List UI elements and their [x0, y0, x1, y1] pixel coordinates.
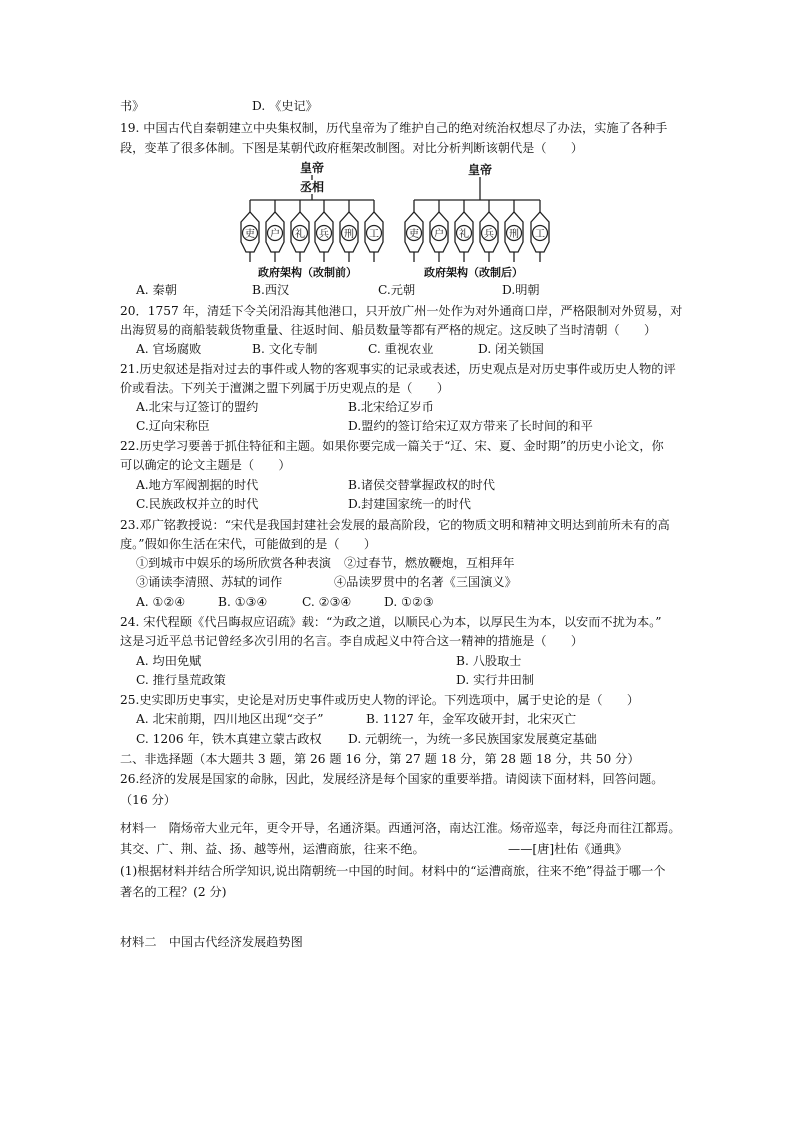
- q22-option-d[interactable]: D.封建国家统一的时代: [348, 497, 471, 511]
- right-ministry-box-3: [455, 212, 473, 262]
- q26-text-line2: （16 分）: [120, 793, 176, 807]
- q23-item-3: ③诵读李清照、苏轼的词作: [136, 575, 283, 589]
- q23-option-b[interactable]: B. ①③④: [218, 595, 268, 609]
- left-ministry-box-5: [340, 212, 358, 262]
- q23-option-c[interactable]: C. ②③④: [302, 595, 352, 609]
- left-ministry-box-6: [365, 212, 383, 262]
- right-ministry-box-1: [405, 212, 423, 262]
- left-ministry-box-4: [315, 212, 333, 262]
- material2-title: 材料二 中国古代经济发展趋势图: [120, 935, 303, 949]
- right-ministry-label-2: 户: [434, 229, 444, 240]
- left-ministry-box-3: [291, 212, 309, 262]
- left-caption: 政府架构（改制前）: [258, 266, 357, 279]
- q23-option-a[interactable]: A. ①②④: [136, 595, 186, 609]
- q19-option-c[interactable]: C.元朝: [378, 283, 416, 297]
- q25-option-c[interactable]: C. 1206 年，铁木真建立蒙古政权: [136, 732, 322, 746]
- left-ministry-label-5: 刑: [344, 229, 354, 240]
- q19-text-line1: 19. 中国古代自秦朝建立中央集权制，历代皇帝为了维护自己的绝对统治权想尽了办法，实施了各种手: [120, 121, 668, 135]
- material1-line2: 其交、广、荆、益、扬、越等州，运漕商旅，往来不绝。: [120, 842, 425, 856]
- left-ministry-label-2: 户: [270, 229, 280, 240]
- prev-option-d: D. 《史记》: [252, 99, 318, 113]
- q21-option-d[interactable]: D.盟约的签订给宋辽双方带来了长时间的和平: [348, 419, 593, 433]
- q26-sub1-line1: (1)根据材料并结合所学知识,说出隋朝统一中国的时间。材料中的“运漕商旅，往来不绝”得益于哪一个: [120, 864, 666, 878]
- q19-option-a[interactable]: A. 秦朝: [136, 283, 177, 297]
- q20-option-c[interactable]: C. 重视农业: [368, 342, 434, 356]
- q24-option-d[interactable]: D. 实行井田制: [456, 673, 535, 687]
- q22-option-c[interactable]: C.民族政权并立的时代: [136, 497, 259, 511]
- q24-text-line2: 这是习近平总书记曾经多次引用的名言。李自成起义中符合这一精神的措施是（ ）: [120, 634, 584, 648]
- q22-option-a[interactable]: A.地方军阀割据的时代: [136, 478, 259, 492]
- left-ministry-label-4: 兵: [319, 229, 329, 240]
- q23-option-d[interactable]: D. ①②③: [384, 595, 434, 609]
- q22-option-b[interactable]: B.诸侯交替掌握政权的时代: [348, 478, 495, 492]
- material1-source: ——[唐]杜佑《通典》: [508, 842, 628, 856]
- q21-option-b[interactable]: B.北宋给辽岁币: [348, 400, 434, 414]
- q19-option-d[interactable]: D.明朝: [502, 283, 540, 297]
- right-ministry-box-2: [430, 212, 448, 262]
- left-ministry-box-1: [241, 212, 259, 262]
- q20-text-line2: 出海贸易的商船装载货物重量、往返时间、船员数量等都有严格的规定。这反映了当时清朝（ ）: [120, 323, 657, 337]
- section2-heading: 二、非选择题（本大题共 3 题，第 26 题 16 分，第 27 题 18 分，第 28 题 18 分，共 50 分）: [120, 752, 640, 766]
- q23-item-1: ①到城市中娱乐的场所欣赏各种表演: [136, 556, 331, 570]
- left-structure: [250, 160, 374, 212]
- right-emperor-label: 皇帝: [468, 163, 493, 177]
- q24-option-a[interactable]: A. 均田免赋: [136, 654, 202, 668]
- right-structure: [414, 162, 540, 212]
- q22-text-line2: 可以确定的论文主题是（ ）: [120, 458, 291, 472]
- q21-option-a[interactable]: A.北宋与辽签订的盟约: [136, 400, 259, 414]
- left-ministry-label-3: 礼: [295, 229, 305, 240]
- left-ministry-box-2: [266, 212, 284, 262]
- q23-text-line2: 度。”假如你生活在宋代，可能做到的是（ ）: [120, 537, 377, 551]
- q20-text-line1: 20．1757 年，清廷下令关闭沿海其他港口，只开放广州一处作为对外通商口岸，严格限制对外贸易，对: [120, 304, 683, 318]
- right-ministry-box-4: [480, 212, 498, 262]
- q21-text-line2: 价或看法。下列关于澶渊之盟下列属于历史观点的是（ ）: [120, 381, 450, 395]
- prev-question-tail: 书》: [120, 99, 145, 113]
- right-ministry-label-4: 兵: [484, 229, 494, 240]
- q26-sub1-line2: 著名的工程？(2 分): [120, 885, 227, 899]
- material1-line1: 材料一 隋炀帝大业元年，更令开导，名通济渠。西通河洛，南达江淮。炀帝巡幸，每泛舟而往江都焉。: [120, 821, 681, 835]
- q24-option-b[interactable]: B. 八股取士: [456, 654, 522, 668]
- right-ministry-box-6: [531, 212, 549, 262]
- left-emperor-label: 皇帝: [300, 161, 325, 175]
- q20-option-d[interactable]: D. 闭关锁国: [478, 342, 544, 356]
- q26-text-line1: 26.经济的发展是国家的命脉，因此，发展经济是每个国家的重要举措。请阅读下面材料，回答问题。: [120, 772, 664, 786]
- q25-option-a[interactable]: A. 北宋前期，四川地区出现“交子”: [136, 712, 324, 726]
- left-chancellor-label: 丞相: [300, 180, 325, 194]
- q23-text-line1: 23.邓广铭教授说：“宋代是我国封建社会发展的最高阶段，它的物质文明和精神文明达到前所未有的高: [120, 518, 670, 532]
- q22-text-line1: 22.历史学习要善于抓住特征和主题。如果你要完成一篇关于“辽、宋、夏、金时期”的历史小论文，你: [120, 439, 664, 453]
- right-ministry-label-6: 工: [535, 229, 545, 240]
- q20-option-a[interactable]: A. 官场腐败: [136, 342, 202, 356]
- q24-text-line1: 24. 宋代程颐《代吕晦叔应诏疏》载：“为政之道，以顺民心为本，以厚民生为本，以安而不扰为本。”: [120, 615, 662, 629]
- government-structure-diagram: [238, 160, 558, 286]
- left-ministry-label-1: 吏: [245, 229, 255, 240]
- q23-item-4: ④品读罗贯中的名著《三国演义》: [334, 575, 517, 589]
- q23-item-2: ②过春节，燃放鞭炮，互相拜年: [344, 556, 515, 570]
- q25-option-d[interactable]: D. 元朝统一，为统一多民族国家发展奠定基础: [348, 732, 597, 746]
- right-ministry-box-5: [505, 212, 523, 262]
- q19-text-line2: 段，变革了很多体制。下图是某朝代政府框架改制图。对比分析判断该朝代是（ ）: [120, 141, 584, 155]
- left-ministry-label-6: 工: [369, 229, 379, 240]
- right-ministry-label-5: 刑: [509, 229, 519, 240]
- right-ministry-label-3: 礼: [459, 229, 469, 240]
- right-caption: 政府架构（改制后）: [424, 266, 523, 279]
- q24-option-c[interactable]: C. 推行垦荒政策: [136, 673, 226, 687]
- q20-option-b[interactable]: B. 文化专制: [252, 342, 318, 356]
- q25-option-b[interactable]: B. 1127 年，金军攻破开封，北宋灭亡: [366, 712, 577, 726]
- q25-text-line1: 25.史实即历史事实，史论是对历史事件或历史人物的评论。下列选项中，属于史论的是（ ）: [120, 693, 640, 707]
- q21-text-line1: 21.历史叙述是指对过去的事件或人物的客观事实的记录或表述，历史观点是对历史事件或历史人物的评: [120, 362, 676, 376]
- q21-option-c[interactable]: C.辽向宋称臣: [136, 419, 210, 433]
- right-ministry-label-1: 吏: [409, 229, 419, 240]
- q19-option-b[interactable]: B.西汉: [252, 283, 290, 297]
